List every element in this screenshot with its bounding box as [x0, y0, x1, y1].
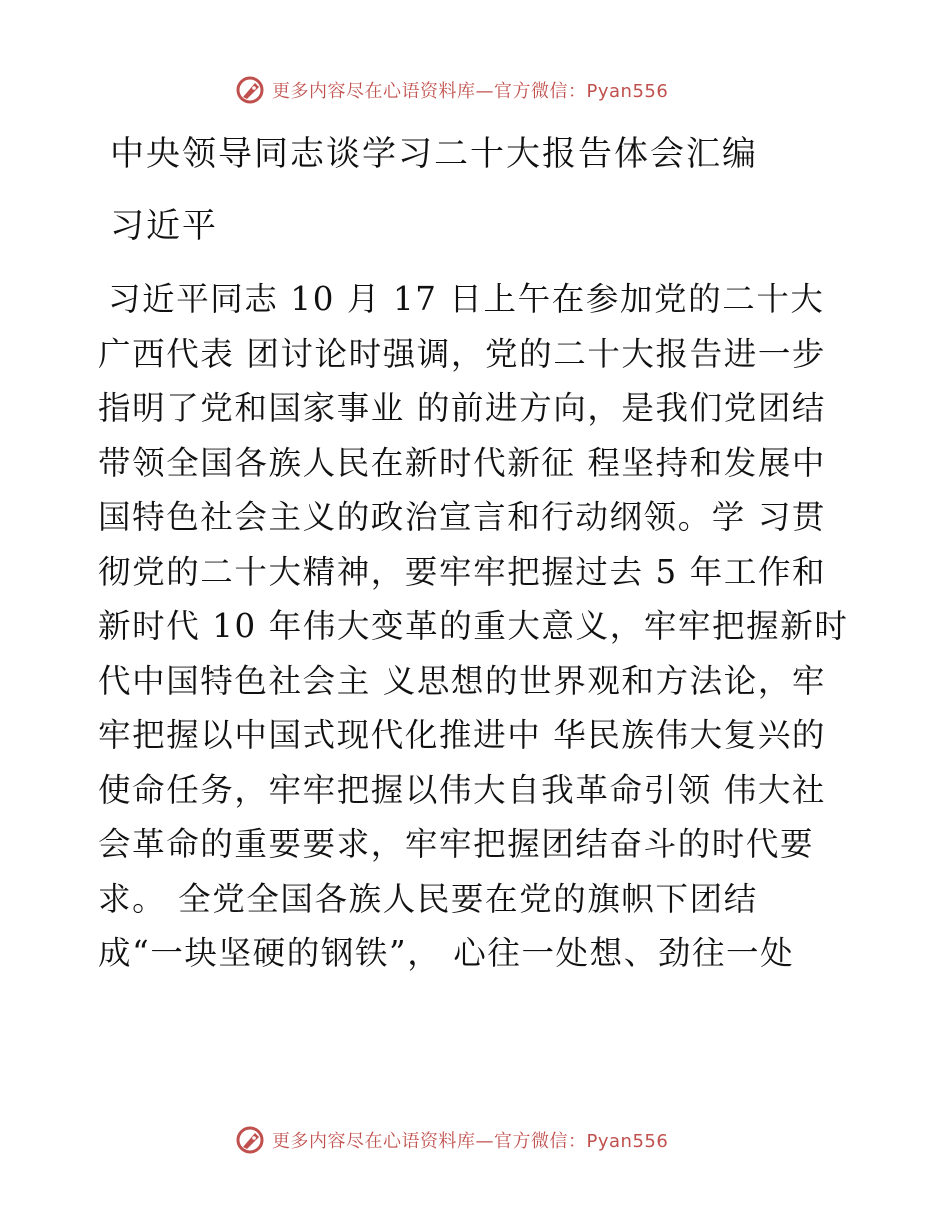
body-line: 使命任务，牢牢把握以伟大自我革命引领 伟大社: [98, 770, 827, 809]
body-line: 带领全国各族人民在新时代新征 程坚持和发展中: [98, 443, 827, 482]
document-body: [98, 272, 858, 981]
body-line: 指明了党和国家事业 的前进方向，是我们党团结: [98, 389, 827, 427]
pen-nib-circle-icon: [234, 74, 266, 106]
body-line: 新时代 10 年伟大变革的重大意义，牢牢把握新时: [98, 607, 849, 645]
watermark-text: 更多内容尽在心语资料库—官方微信：Pyan556: [272, 1131, 669, 1152]
document-title: 中央领导同志谈学习二十大报告体会汇编: [110, 134, 758, 174]
body-line: 代中国特色社会主 义思想的世界观和方法论，牢: [98, 661, 827, 700]
body-line: 求。 全党全国各族人民要在党的旗帜下团结: [98, 879, 758, 918]
footer-watermark: [234, 1123, 668, 1157]
body-line: 成“一块坚硬的钢铁”， 心往一处想、劲往一处: [98, 934, 795, 972]
body-line: 彻党的二十大精神，要牢牢把握过去 5 年工作和: [98, 552, 827, 591]
body-line: 习近平同志 10 月 17 日上午在参加党的二十大: [108, 280, 825, 318]
watermark-text: 更多内容尽在心语资料库—官方微信：Pyan556: [272, 81, 669, 102]
pen-nib-circle-icon: [234, 1124, 266, 1156]
document-author: 习近平: [110, 206, 218, 246]
body-line: 会革命的重要要求，牢牢把握团结奋斗的时代要: [98, 825, 815, 863]
body-line: 牢把握以中国式现代化推进中 华民族伟大复兴的: [98, 716, 827, 754]
body-line: 广西代表 团讨论时强调，党的二十大报告进一步: [98, 334, 827, 373]
body-line: 国特色社会主义的政治宣言和行动纲领。学 习贯: [98, 498, 827, 536]
header-watermark: [234, 73, 668, 107]
